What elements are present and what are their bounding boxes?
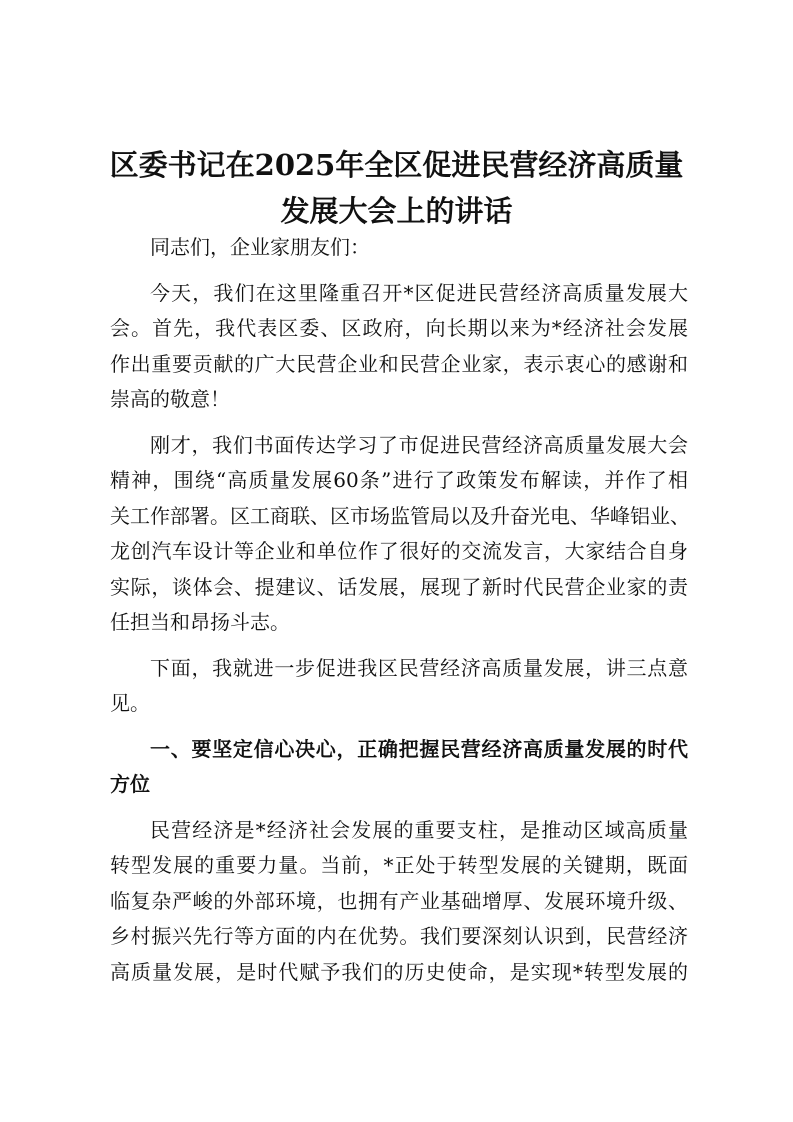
heading-line: 方位 <box>110 772 150 796</box>
paragraph-line: 高质量发展，是时代赋予我们的历史使命，是实现*转型发展的 <box>110 959 688 984</box>
paragraph-line: 民营经济是*经济社会发展的重要支柱，是推动区域高质量 <box>150 817 688 842</box>
salutation-paragraph <box>110 230 688 266</box>
opening-paragraph <box>110 276 688 418</box>
document-body <box>110 230 688 1000</box>
title-line-1: 区委书记在2025年全区促进民营经济高质量 <box>109 148 684 182</box>
paragraph-line: 转型发展的重要力量。当前，*正处于转型发展的关键期，既面 <box>110 853 688 877</box>
document-title <box>100 142 693 234</box>
paragraph-line: 会。首先，我代表区委、区政府，向长期以来为*经济社会发展 <box>110 316 688 340</box>
paragraph-line: 关工作部署。区工商联、区市场监管局以及升奋光电、华峰铝业、 <box>110 503 690 528</box>
paragraph-line: 乡村振兴先行等方面的内在优势。我们要深刻认识到，民营经济 <box>110 924 688 948</box>
paragraph-line: 实际，谈体会、提建议、话发展，展现了新时代民营企业家的责 <box>110 574 688 599</box>
transition-paragraph <box>110 651 688 722</box>
paragraph-line: 刚才，我们书面传达学习了市促进民营经济高质量发展大会 <box>150 432 688 457</box>
review-paragraph <box>110 428 688 641</box>
title-line-2: 发展大会上的讲话 <box>280 194 513 228</box>
paragraph-line: 精神，围绕“高质量发展60条”进行了政策发布解读，并作了相 <box>110 468 688 492</box>
paragraph-line: 同志们，企业家朋友们： <box>150 235 370 259</box>
paragraph-line: 今天，我们在这里隆重召开*区促进民营经济高质量发展大 <box>150 280 688 305</box>
paragraph-line: 见。 <box>110 691 150 715</box>
section-heading-1 <box>110 732 688 803</box>
paragraph-line: 临复杂严峻的外部环境，也拥有产业基础增厚、发展环境升级、 <box>110 888 688 913</box>
paragraph-line: 龙创汽车设计等企业和单位作了很好的交流发言，大家结合自身 <box>110 539 688 563</box>
paragraph-line: 作出重要贡献的广大民营企业和民营企业家，表示衷心的感谢和 <box>110 351 688 376</box>
heading-line: 一、要坚定信心决心，正确把握民营经济高质量发展的时代 <box>150 736 688 761</box>
paragraph-line: 下面，我就进一步促进我区民营经济高质量发展，讲三点意 <box>150 655 688 680</box>
paragraph-line: 任担当和昂扬斗志。 <box>110 610 290 634</box>
section-1-paragraph <box>110 813 688 991</box>
paragraph-line: 崇高的敬意！ <box>110 387 230 411</box>
